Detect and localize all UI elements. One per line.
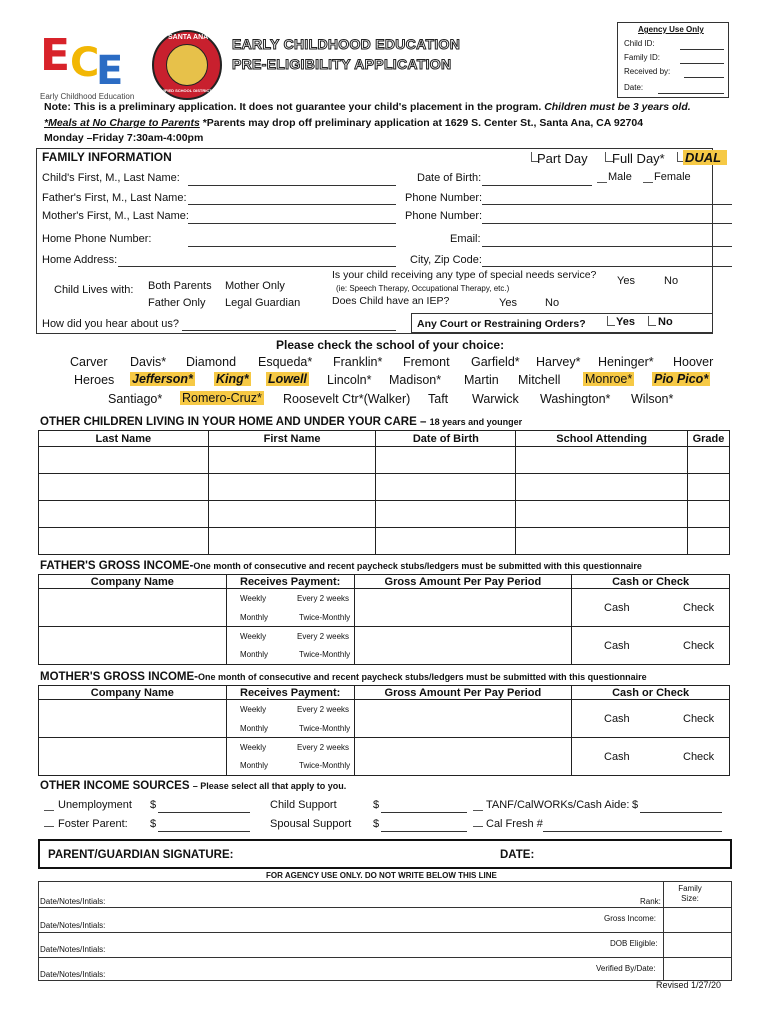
mother-col-cash-check: Cash or Check	[572, 686, 730, 700]
unemployment-dollar: $	[150, 799, 157, 811]
col-first-name: First Name	[208, 431, 376, 447]
how-hear-field[interactable]	[182, 330, 396, 331]
child-support-amount[interactable]	[381, 812, 467, 813]
note-text: Note: This is a preliminary application. It does not guarantee your child's placement in the program.	[44, 101, 542, 113]
court-yes-checkbox[interactable]	[607, 316, 615, 326]
mother-twice-1[interactable]: Twice-Monthly	[299, 724, 351, 733]
school-davis[interactable]: Davis*	[130, 355, 167, 369]
agency-received-by: Received by:	[624, 67, 671, 76]
school-pio-pico[interactable]: Pio Pico*	[654, 372, 709, 386]
school-fremont[interactable]: Fremont	[403, 355, 450, 369]
school-choice-heading: Please check the school of your choice:	[276, 338, 505, 352]
logo-letter-c: C	[70, 40, 100, 86]
tanf-amount[interactable]	[640, 812, 722, 813]
female-checkbox[interactable]	[643, 182, 653, 183]
foster-label: Foster Parent:	[58, 818, 128, 830]
child-row[interactable]	[39, 528, 730, 555]
both-parents-option[interactable]: Both Parents	[148, 280, 212, 292]
father-col-cash-check: Cash or Check	[572, 575, 730, 589]
school-heninger[interactable]: Heninger*	[598, 355, 654, 369]
school-santiago[interactable]: Santiago*	[108, 392, 163, 406]
home-address-label: Home Address:	[42, 254, 118, 266]
mother-name-label: Mother's First, M., Last Name:	[42, 210, 189, 222]
logo-letter-e1: E	[40, 30, 71, 81]
how-hear-label: How did you hear about us?	[42, 318, 179, 330]
child-row[interactable]	[39, 474, 730, 501]
foster-dollar: $	[150, 818, 157, 830]
page-title-line2: PRE-ELIGIBILITY APPLICATION	[232, 56, 452, 72]
agency-use-title: Agency Use Only	[638, 25, 704, 34]
father-income-title: FATHER'S GROSS INCOME-	[40, 560, 194, 572]
dropoff-note: *Parents may drop off preliminary application at 1629 S. Center St., Santa Ana, CA 92704	[199, 117, 644, 129]
full-day-label: Full Day*	[612, 151, 665, 166]
email-label: Email:	[450, 233, 481, 245]
rank-label: Rank:	[640, 897, 661, 906]
school-lowell[interactable]: Lowell	[268, 372, 307, 386]
school-martin[interactable]: Martin	[464, 373, 499, 387]
child-name-field[interactable]	[188, 185, 396, 186]
seal-bottom-text: UNIFIED SCHOOL DISTRICT	[158, 88, 212, 93]
school-carver[interactable]: Carver	[70, 355, 108, 369]
child-lives-label: Child Lives with:	[54, 284, 134, 296]
agency-date-line[interactable]	[658, 93, 724, 94]
mother-phone-label: Phone Number:	[405, 210, 483, 222]
mother-col-receives: Receives Payment:	[226, 686, 354, 700]
district-seal	[152, 30, 222, 100]
dob-field[interactable]	[482, 185, 592, 186]
mother-col-company: Company Name	[39, 686, 227, 700]
school-washington[interactable]: Washington*	[540, 392, 611, 406]
special-needs-question: Is your child receiving any type of special needs service?	[332, 269, 597, 281]
agency-footer-divider	[663, 881, 664, 981]
mother-col-gross: Gross Amount Per Pay Period	[354, 686, 572, 700]
agency-use-box	[617, 22, 729, 98]
child-name-label: Child's First, M., Last Name:	[42, 172, 180, 184]
father-name-field[interactable]	[188, 204, 396, 205]
special-needs-examples: (ie: Speech Therapy, Occupational Therapy, etc.)	[336, 284, 510, 293]
signature-label: PARENT/GUARDIAN SIGNATURE:	[48, 849, 234, 861]
tanf-dollar: $	[632, 799, 639, 811]
notes-label-4: Date/Notes/Intials:	[40, 970, 106, 979]
school-diamond[interactable]: Diamond	[186, 355, 237, 369]
revised-date: Revised 1/27/20	[656, 980, 722, 990]
school-esqueda[interactable]: Esqueda*	[258, 355, 313, 369]
mother-weekly-1[interactable]: Weekly	[240, 705, 267, 714]
email-field[interactable]	[482, 246, 732, 247]
school-monroe[interactable]: Monroe*	[585, 372, 633, 386]
child-row[interactable]	[39, 447, 730, 474]
mother-check-2[interactable]: Check	[683, 751, 715, 763]
school-garfield[interactable]: Garfield*	[471, 355, 520, 369]
agency-footer-heading: FOR AGENCY USE ONLY. DO NOT WRITE BELOW THIS LINE	[266, 871, 497, 880]
foster-checkbox[interactable]	[44, 826, 54, 827]
home-phone-label: Home Phone Number:	[42, 233, 152, 245]
family-info-heading: FAMILY INFORMATION	[42, 150, 172, 164]
special-needs-no[interactable]: No	[664, 275, 679, 287]
court-orders-question: Any Court or Restraining Orders?	[417, 318, 586, 330]
father-income-subtitle: One month of consecutive and recent paycheck stubs/ledgers must be submitted with this questionnaire	[193, 561, 642, 571]
father-every2-2[interactable]: Every 2 weeks	[297, 632, 350, 641]
family-size-label: Family Size:	[678, 884, 702, 903]
agency-child-id-line[interactable]	[680, 49, 724, 50]
agency-family-id: Family ID:	[624, 53, 660, 62]
mother-phone-field[interactable]	[482, 223, 732, 224]
agency-row-line-1	[38, 907, 732, 908]
note-age-requirement: Children must be 3 years old.	[544, 101, 691, 113]
father-weekly-2[interactable]: Weekly	[240, 632, 267, 641]
father-only-option[interactable]: Father Only	[148, 297, 206, 309]
tanf-checkbox[interactable]	[473, 810, 483, 811]
spousal-support-label: Spousal Support	[270, 818, 352, 830]
school-romero-cruz[interactable]: Romero-Cruz*	[182, 391, 262, 405]
other-income-title: OTHER INCOME SOURCES	[40, 780, 190, 792]
unemployment-checkbox[interactable]	[44, 810, 54, 811]
father-twice-1[interactable]: Twice-Monthly	[299, 613, 351, 622]
father-col-gross: Gross Amount Per Pay Period	[354, 575, 572, 589]
mother-income-subtitle: One month of consecutive and recent paycheck stubs/ledgers must be submitted with this questionnaire	[198, 672, 647, 682]
school-madison[interactable]: Madison*	[389, 373, 442, 387]
dob-label: Date of Birth:	[417, 172, 482, 184]
mother-twice-2[interactable]: Twice-Monthly	[299, 761, 351, 770]
other-income-heading	[40, 780, 346, 792]
foster-amount[interactable]	[158, 831, 250, 832]
school-warwick[interactable]: Warwick	[472, 392, 519, 406]
mother-check-1[interactable]: Check	[683, 713, 715, 725]
special-needs-yes[interactable]: Yes	[617, 275, 635, 287]
father-name-label: Father's First, M., Last Name:	[42, 192, 187, 204]
school-wilson[interactable]: Wilson*	[631, 392, 674, 406]
father-phone-label: Phone Number:	[405, 192, 483, 204]
spousal-support-dollar: $	[373, 818, 380, 830]
father-cash-2[interactable]: Cash	[604, 640, 630, 652]
home-address-field[interactable]	[118, 266, 396, 267]
child-support-label: Child Support	[270, 799, 337, 811]
notes-label-2: Date/Notes/Intials:	[40, 921, 106, 930]
other-children-table	[38, 430, 730, 555]
dob-eligible-label: DOB Eligible:	[610, 939, 658, 948]
mother-cash-2[interactable]: Cash	[604, 751, 630, 763]
mother-monthly-1[interactable]: Monthly	[240, 724, 269, 733]
col-school: School Attending	[516, 431, 688, 447]
mother-every2-1[interactable]: Every 2 weeks	[297, 705, 350, 714]
male-label: Male	[608, 171, 632, 183]
school-taft[interactable]: Taft	[428, 392, 449, 406]
unemployment-label: Unemployment	[58, 799, 132, 811]
mother-monthly-2[interactable]: Monthly	[240, 761, 269, 770]
gross-income-label: Gross Income:	[604, 914, 657, 923]
iep-yes[interactable]: Yes	[499, 297, 517, 309]
father-every2-1[interactable]: Every 2 weeks	[297, 594, 350, 603]
mother-income-heading	[40, 671, 647, 683]
father-col-company: Company Name	[39, 575, 227, 589]
court-no-label: No	[658, 316, 673, 328]
other-children-subtitle: 18 years and younger	[429, 417, 523, 427]
col-last-name: Last Name	[39, 431, 209, 447]
part-day-label: Part Day	[537, 151, 588, 166]
note-line2	[44, 117, 643, 129]
iep-no[interactable]: No	[545, 297, 560, 309]
calfresh-checkbox[interactable]	[473, 826, 483, 827]
child-support-dollar: $	[373, 799, 380, 811]
unemployment-amount[interactable]	[158, 812, 250, 813]
school-roosevelt[interactable]: Roosevelt Ctr*(Walker)	[283, 392, 411, 406]
legal-guardian-option[interactable]: Legal Guardian	[225, 297, 301, 309]
signature-field[interactable]	[222, 861, 492, 862]
col-dob: Date of Birth	[376, 431, 516, 447]
notes-label-3: Date/Notes/Intials:	[40, 945, 106, 954]
father-phone-field[interactable]	[482, 204, 732, 205]
col-grade: Grade	[688, 431, 730, 447]
calfresh-number[interactable]	[543, 831, 722, 832]
verified-by-label: Verified By/Date:	[596, 964, 656, 973]
other-income-subtitle: – Please select all that apply to you.	[192, 781, 347, 791]
father-monthly-2[interactable]: Monthly	[240, 650, 269, 659]
father-weekly-1[interactable]: Weekly	[240, 594, 267, 603]
agency-row-line-2	[38, 932, 732, 933]
signature-date-label: DATE:	[500, 849, 535, 861]
seal-top-text: SANTA ANA	[168, 34, 209, 41]
school-franklin[interactable]: Franklin*	[333, 355, 383, 369]
school-harvey[interactable]: Harvey*	[536, 355, 581, 369]
city-zip-label: City, Zip Code:	[410, 254, 482, 266]
mother-cash-1[interactable]: Cash	[604, 713, 630, 725]
dual-label: DUAL	[683, 150, 727, 165]
calfresh-label: Cal Fresh #	[486, 818, 543, 830]
school-king[interactable]: King*	[216, 372, 249, 386]
father-monthly-1[interactable]: Monthly	[240, 613, 269, 622]
child-row[interactable]	[39, 501, 730, 528]
logo-letter-e2: E	[96, 48, 124, 94]
other-children-heading	[40, 416, 522, 428]
school-lincoln[interactable]: Lincoln*	[327, 373, 372, 387]
father-check-2[interactable]: Check	[683, 640, 715, 652]
mother-every2-2[interactable]: Every 2 weeks	[297, 743, 350, 752]
mother-weekly-2[interactable]: Weekly	[240, 743, 267, 752]
other-children-title: OTHER CHILDREN LIVING IN YOUR HOME AND UNDER YOUR CARE –	[40, 416, 427, 428]
male-checkbox[interactable]	[597, 182, 607, 183]
father-col-receives: Receives Payment:	[226, 575, 354, 589]
notes-label-1: Date/Notes/Intials:	[40, 897, 106, 906]
logo-caption: Early Childhood Education	[40, 92, 135, 101]
agency-row-line-3	[38, 957, 732, 958]
iep-question: Does Child have an IEP?	[332, 295, 450, 307]
father-check-1[interactable]: Check	[683, 602, 715, 614]
agency-received-by-line[interactable]	[684, 77, 724, 78]
page-title-line1: EARLY CHILDHOOD EDUCATION	[232, 36, 461, 52]
meals-note: *Meals at No Charge to Parents	[44, 117, 200, 129]
court-no-checkbox[interactable]	[648, 316, 656, 326]
agency-child-id: Child ID:	[624, 39, 655, 48]
agency-date: Date:	[624, 83, 644, 92]
mother-name-field[interactable]	[188, 223, 396, 224]
mother-income-title: MOTHER'S GROSS INCOME-	[40, 671, 198, 683]
father-income-heading	[40, 560, 642, 572]
agency-family-id-line[interactable]	[680, 63, 724, 64]
school-mitchell[interactable]: Mitchell	[518, 373, 561, 387]
female-label: Female	[654, 171, 691, 183]
mother-only-option[interactable]: Mother Only	[225, 280, 285, 292]
school-heroes[interactable]: Heroes	[74, 373, 115, 387]
office-hours: Monday –Friday 7:30am-4:00pm	[44, 132, 204, 144]
tanf-label: TANF/CalWORKs/Cash Aide:	[486, 799, 630, 811]
court-yes-label: Yes	[616, 316, 635, 328]
note-line1	[44, 101, 691, 113]
city-zip-field[interactable]	[482, 266, 732, 267]
father-twice-2[interactable]: Twice-Monthly	[299, 650, 351, 659]
school-jefferson[interactable]: Jefferson*	[132, 372, 193, 386]
home-phone-field[interactable]	[188, 246, 396, 247]
school-hoover[interactable]: Hoover	[673, 355, 714, 369]
spousal-support-amount[interactable]	[381, 831, 467, 832]
father-cash-1[interactable]: Cash	[604, 602, 630, 614]
